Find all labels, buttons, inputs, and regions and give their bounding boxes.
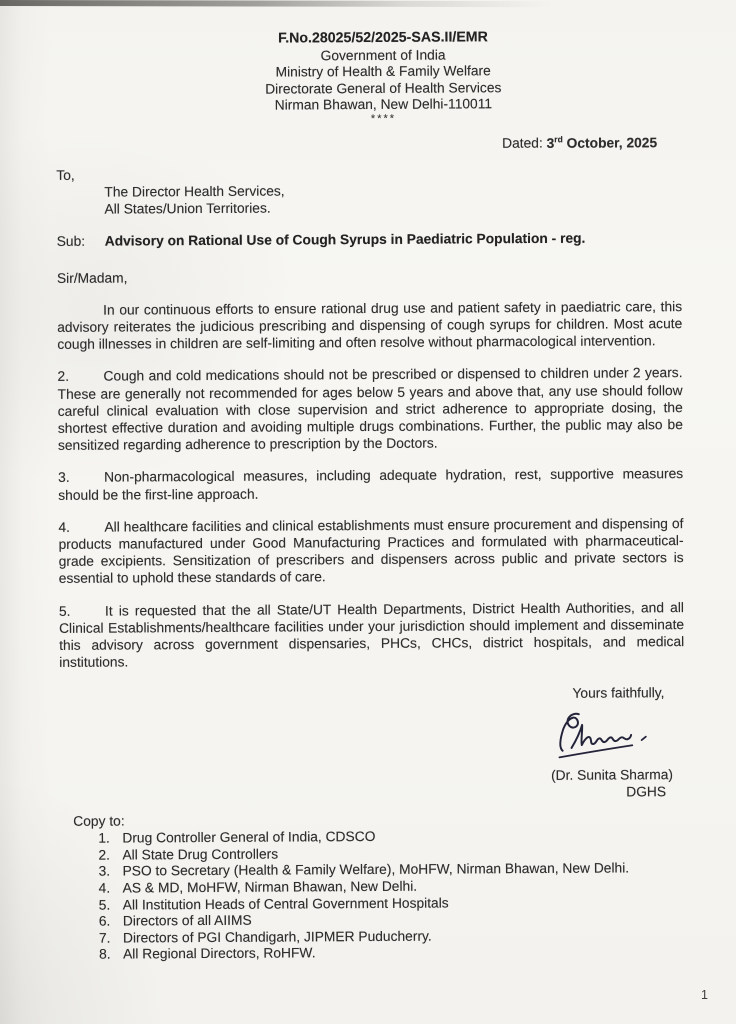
file-number: F.No.28025/52/2025-SAS.II/EMR <box>278 29 488 47</box>
item-text: All Institution Heads of Central Government Hospitals <box>122 895 449 913</box>
org-line-directorate: Directorate General of Health Services <box>265 79 502 97</box>
item-text: All State Drug Controllers <box>122 846 279 863</box>
item-text: Drug Controller General of India, CDSCO <box>122 829 376 846</box>
recipient-line: The Director Health Services, <box>104 183 285 200</box>
recipient-line: All States/Union Territories. <box>104 200 271 217</box>
item-number: 6. <box>98 913 111 929</box>
paragraph-2 <box>57 365 683 455</box>
org-line-government: Government of India <box>320 47 446 64</box>
item-text: Directors of PGI Chandigarh, JIPMER Puducherry. <box>122 928 432 946</box>
salutation: Sir/Madam, <box>56 270 128 286</box>
item-text: All Regional Directors, RoHFW. <box>123 945 316 962</box>
header-separator: **** <box>370 112 397 125</box>
signature-block <box>60 706 677 768</box>
paragraph-text: It is requested that the all State/UT Health Departments, District Health Authorities, and all Clinical Establishments/healthcare facilities under your jurisdiction should implement and disseminate this advisory across government dispensaries, PHCs, CHCs, district hospitals, and medical institutions. <box>59 599 685 671</box>
item-text: AS & MD, MoHFW, Nirman Bhawan, New Delhi. <box>122 878 418 896</box>
item-text: PSO to Secretary (Health & Family Welfare), MoHFW, Nirman Bhawan, New Delhi. <box>122 860 630 879</box>
letterhead <box>55 28 681 127</box>
recipient-block <box>56 163 681 218</box>
signatory-name: (Dr. Sunita Sharma) <box>551 766 674 783</box>
copy-to-list <box>73 827 686 963</box>
item-number: 4. <box>98 880 111 896</box>
item-number: 2. <box>98 847 111 863</box>
paragraph-text: Cough and cold medications should not be prescribed or dispensed to children under 2 years. These are generally not recommended for ages below 5 years and above that, any use should follow careful clinical evaluation with close supervision and strict adherence to appropriate dosing, the shortest effective duration and avoiding multiple drugs combinations. Further, the public may also be sensitized regarding adherence to prescription by the Doctors. <box>57 365 683 454</box>
paragraph-3 <box>58 466 683 504</box>
paragraph-4 <box>58 515 683 588</box>
paragraph-5 <box>59 599 684 672</box>
item-number: 7. <box>98 930 111 946</box>
item-text: Directors of all AIIMS <box>122 912 252 929</box>
subject-label: Sub: <box>56 234 86 250</box>
opening-paragraph: In our continuous efforts to ensure rational drug use and patient safety in paediatric care, this advisory reiterates the judicious prescribing and dispensing of cough syrups for children. Most acute cough illnesses in children are self-limiting and often resolve without pharmacological intervention. <box>57 298 683 353</box>
paragraph-number: 4. <box>58 519 71 535</box>
signatory-designation: DGHS <box>626 784 667 800</box>
valediction: Yours faithfully, <box>572 685 665 702</box>
paragraph-text: All healthcare facilities and clinical establishments must ensure procurement and dispensing of products manufactured under Good Manufacturing Practices and formulated with pharmaceutical-grade excipients. Sensitization of prescribers and dispensers across public and private sectors is essential to uphold these standards of care. <box>58 515 684 587</box>
paragraph-text: Non-pharmacological measures, including adequate hydration, rest, supportive measures should be the first-line approach. <box>58 466 684 503</box>
org-line-ministry: Ministry of Health & Family Welfare <box>275 63 491 80</box>
item-number: 3. <box>98 864 111 880</box>
paragraph-number: 5. <box>58 603 71 619</box>
page-number: 1 <box>701 988 708 1002</box>
copy-to-label: Copy to: <box>73 813 125 829</box>
subject-line <box>57 230 682 251</box>
date-value: 3rd October, 2025 <box>546 133 658 151</box>
date-label: Dated: <box>502 135 543 151</box>
item-number: 8. <box>99 947 111 963</box>
org-line-address: Nirman Bhawan, New Delhi-110011 <box>274 96 493 113</box>
paragraph-number: 2. <box>57 369 70 385</box>
item-number: 1. <box>98 830 110 846</box>
signature-icon <box>545 706 677 765</box>
to-label: To, <box>56 167 75 183</box>
date-line <box>56 130 657 154</box>
copy-to-item <box>99 944 686 964</box>
paragraph-number: 3. <box>58 470 70 486</box>
item-number: 5. <box>98 897 111 913</box>
subject-text: Advisory on Rational Use of Cough Syrups in Paediatric Population - reg. <box>104 231 586 250</box>
copy-to-block <box>60 809 686 964</box>
